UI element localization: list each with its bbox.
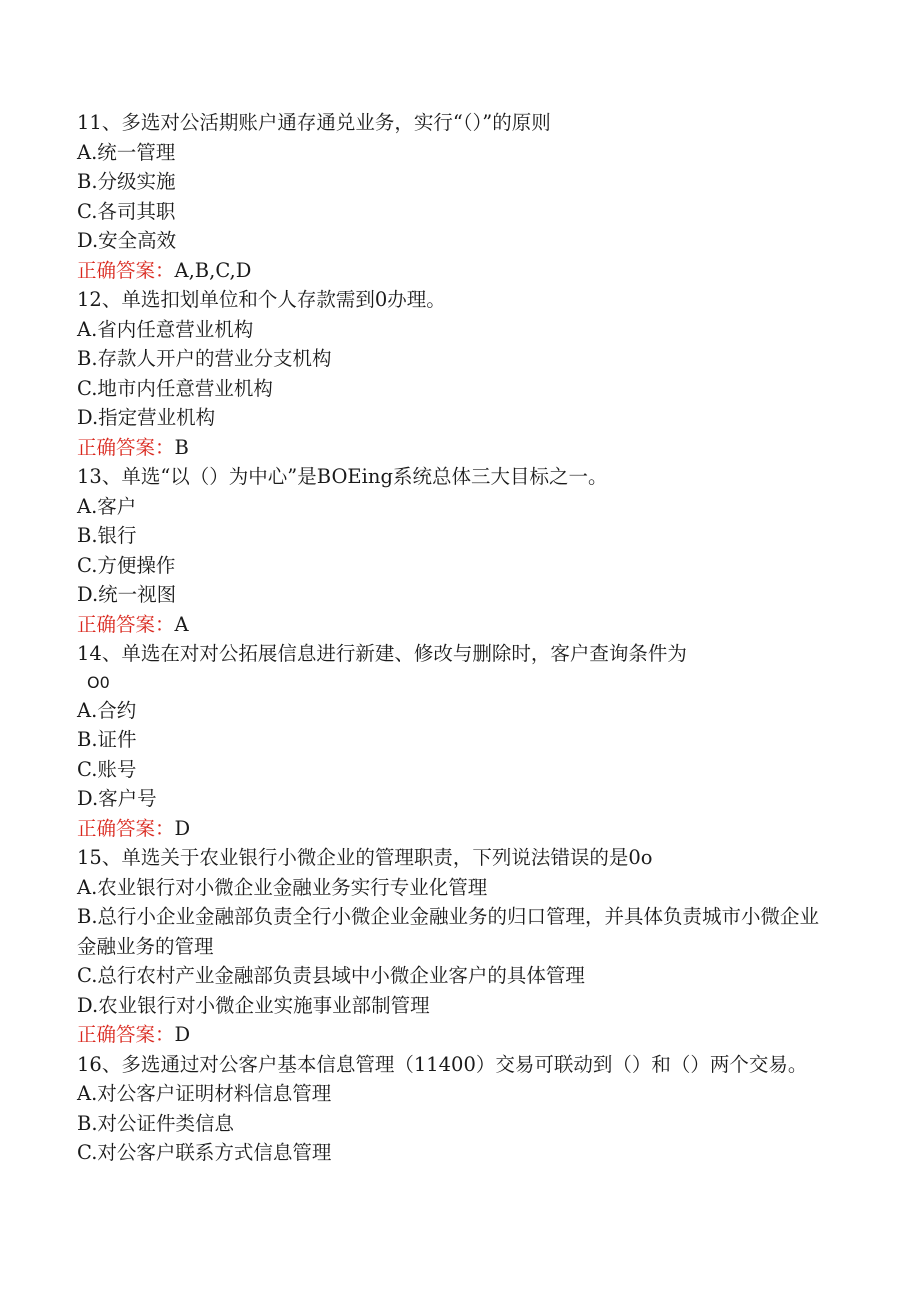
question-stem: 15、单选关于农业银行小微企业的管理职责，下列说法错误的是0o — [77, 846, 653, 869]
option: D.指定营业机构 — [77, 406, 216, 429]
option: B.对公证件类信息 — [77, 1111, 235, 1135]
option: A.省内任意营业机构 — [77, 317, 254, 341]
option: C.各司其职 — [77, 199, 176, 223]
option: B.证件 — [77, 728, 137, 751]
correct-answer — [77, 814, 837, 844]
option: D.客户号 — [77, 787, 157, 810]
answer-value: B — [174, 435, 189, 459]
option: C.方便操作 — [77, 553, 176, 577]
option: A.客户 — [77, 494, 137, 518]
answer-value: A — [174, 612, 189, 636]
question-stem: 13、单选“以（）为中心”是BOEing系统总体三大目标之一。 — [77, 465, 608, 488]
option: C.账号 — [77, 757, 137, 781]
option: B.总行小企业金融部负责全行小微企业金融业务的归口管理，并具体负责城市小微企业金融业务的管理 — [77, 905, 820, 958]
option: B.存款人开户的营业分支机构 — [77, 347, 332, 370]
option: A.对公客户证明材料信息管理 — [77, 1082, 332, 1105]
option: A.合约 — [77, 698, 137, 722]
correct-answer — [77, 256, 837, 286]
option: A.统一管理 — [77, 140, 176, 164]
question-stem: 11、多选对公活期账户通存通兑业务，实行“（）”的原则 — [77, 111, 551, 134]
option: D.农业银行对小微企业实施事业部制管理 — [77, 993, 430, 1017]
correct-answer — [77, 433, 837, 463]
question-stem: 16、多选通过对公客户基本信息管理（11400）交易可联动到（）和（）两个交易。 — [77, 1052, 808, 1076]
question-stem-continuation: O0 — [87, 672, 110, 692]
answer-label: 正确答案： — [77, 258, 175, 282]
correct-answer — [77, 1020, 837, 1050]
answer-label: 正确答案： — [77, 435, 175, 459]
option: A.农业银行对小微企业金融业务实行专业化管理 — [77, 875, 488, 899]
answer-label: 正确答案： — [77, 816, 175, 840]
answer-label: 正确答案： — [77, 1023, 175, 1046]
option: C.总行农村产业金融部负责县域中小微企业客户的具体管理 — [77, 964, 585, 987]
answer-label: 正确答案： — [77, 612, 175, 636]
option: C.地市内任意营业机构 — [77, 376, 273, 400]
answer-value: D — [174, 816, 191, 840]
answer-value: D — [174, 1023, 191, 1046]
question-stem: 12、单选扣划单位和个人存款需到0办理。 — [77, 288, 446, 311]
option: D.统一视图 — [77, 583, 177, 606]
correct-answer — [77, 610, 837, 640]
question-stem: 14、单选在对对公拓展信息进行新建、修改与删除时，客户查询条件为 — [77, 642, 687, 665]
option: B.银行 — [77, 524, 137, 547]
answer-value: A,B,C,D — [174, 258, 252, 282]
option: D.安全高效 — [77, 229, 177, 252]
document-page — [77, 108, 837, 1168]
option: B.分级实施 — [77, 170, 176, 193]
option: C.对公客户联系方式信息管理 — [77, 1141, 332, 1164]
